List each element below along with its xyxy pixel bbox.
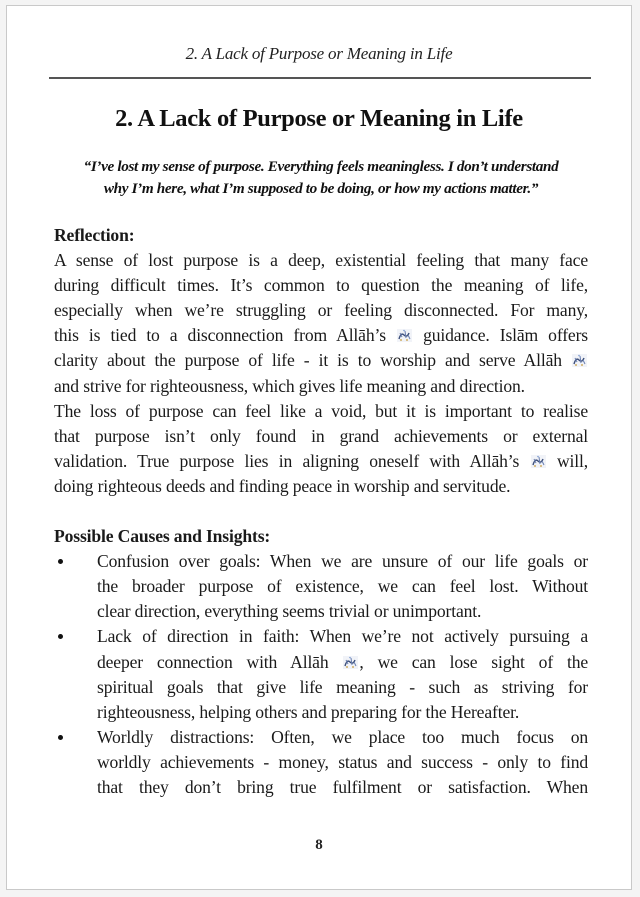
honorific-icon [397,324,412,337]
text-segment: righteousness, helping others and preparing for the Hereafter. [97,701,520,722]
text-line [54,449,588,474]
bullet-icon [58,634,63,639]
honorific-icon [531,450,546,463]
reflection-paragraph [54,248,588,499]
text-line [97,599,588,624]
text-line [97,725,588,750]
document-page [6,5,632,890]
text-segment: especially when we’re struggling or feeling disconnected. For many, [54,300,588,321]
running-header: 2. A Lack of Purpose or Meaning in Life [185,44,453,63]
section-spacer [54,499,588,524]
cause-list-item [54,725,588,800]
text-segment: clarity about the purpose of life - it is to worship and serve Allāh [54,350,562,371]
text-line [97,675,588,700]
text-segment: Lack of direction in faith: When we’re not actively pursuing a [97,626,588,647]
honorific-icon [343,651,358,664]
text-segment: during difficult times. It’s common to question the meaning of life, [54,275,588,296]
text-line [97,574,588,599]
text-line [97,650,588,675]
text-segment: that they don’t bring true fulfilment or satisfaction. When [97,776,588,797]
cause-list-item [54,549,588,624]
header-rule [49,77,591,79]
text-line [54,424,588,449]
text-line [97,624,588,649]
text-segment: this is tied to a disconnection from Allāh’s [54,325,386,346]
text-line [54,399,588,424]
text-segment: worldly achievements - money, status and success - only to find [97,751,588,772]
text-line [54,323,588,348]
bullet-icon [58,735,63,740]
honorific-icon [572,349,587,362]
text-line [54,474,588,499]
text-segment: the broader purpose of existence, we can feel lost. Without [97,576,588,597]
text-segment: Worldly distractions: Often, we place too much focus on [97,726,588,747]
text-segment: deeper connection with Allāh [97,651,329,672]
causes-heading: Possible Causes and Insights: [54,526,271,547]
text-segment: clear direction, everything seems trivial or unimportant. [97,601,482,622]
cause-list-item [54,624,588,724]
reflection-heading: Reflection: [54,225,135,245]
text-segment: spiritual goals that give life meaning - such as striving for [97,676,588,697]
text-segment: The loss of purpose can feel like a void, but it is important to realise [54,400,588,421]
text-segment: will, [556,450,589,471]
text-segment: validation. True purpose lies in aligning oneself with Allāh’s [54,450,520,471]
quote-line: “I’ve lost my sense of purpose. Everything feels meaningless. I don’t understand [83,158,559,175]
text-line [97,549,588,574]
text-line [54,348,588,373]
text-line [54,273,588,298]
text-line [54,374,588,399]
text-line [97,700,588,725]
page-number: 8 [315,837,323,853]
text-segment: Confusion over goals: When we are unsure of our life goals or [97,551,588,572]
text-segment: that purpose isn’t only found in grand achievements or external [54,425,588,446]
causes-list [54,549,588,800]
text-segment: doing righteous deeds and finding peace in worship and servitude. [54,475,511,496]
text-segment: and strive for righteousness, which gives life meaning and direction. [54,375,525,396]
main-content [54,223,588,800]
opening-quote [47,156,595,200]
text-segment: , we can lose sight of the [359,651,588,672]
text-segment: guidance. Islām offers [423,325,588,346]
text-line [54,298,588,323]
bullet-icon [58,559,63,564]
text-segment: A sense of lost purpose is a deep, existential feeling that many face [54,250,588,271]
text-line [54,248,588,273]
chapter-title: 2. A Lack of Purpose or Meaning in Life [115,105,523,132]
text-line [97,750,588,775]
text-line [97,775,588,800]
quote-line: why I’m here, what I’m supposed to be doing, or how my actions matter.” [103,180,539,197]
